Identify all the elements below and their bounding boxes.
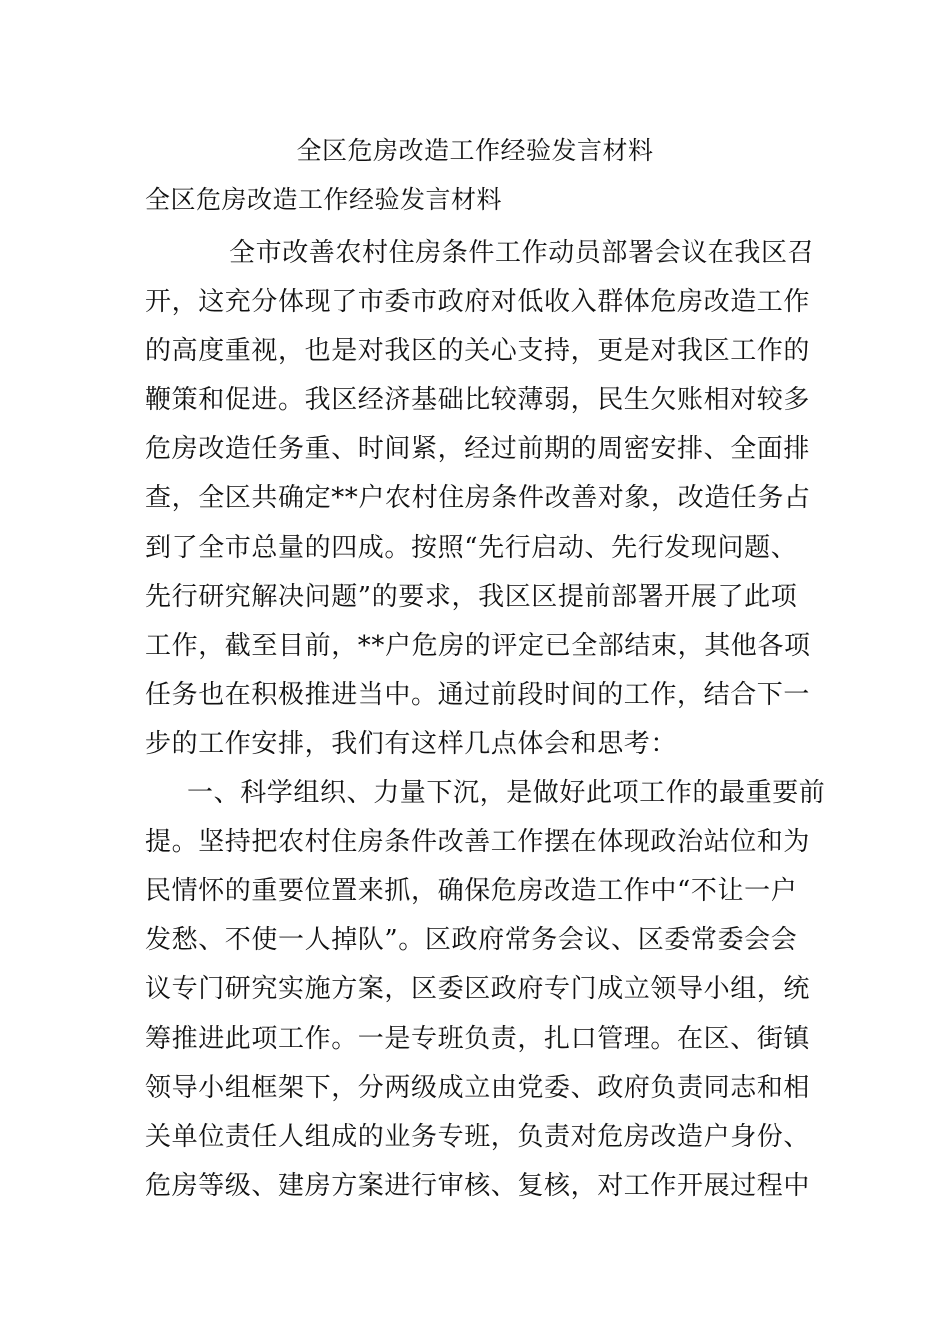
- text-line: 危房改造任务重、时间紧，经过前期的周密安排、全面排: [145, 434, 811, 465]
- text-line: 查，全区共确定**户农村住房条件改善对象，改造任务占: [145, 483, 811, 514]
- document-title: 全区危房改造工作经验发言材料: [296, 136, 654, 165]
- text-line: 鞭策和促进。我区经济基础比较薄弱，民生欠账相对较多: [145, 385, 811, 416]
- text-line: 议专门研究实施方案，区委区政府专门成立领导小组，统: [145, 974, 811, 1005]
- text-line: 一、科学组织、力量下沉，是做好此项工作的最重要前: [187, 778, 826, 809]
- document-subtitle: 全区危房改造工作经验发言材料: [145, 185, 503, 214]
- text-line: 关单位责任人组成的业务专班，负责对危房改造户身份、: [145, 1121, 811, 1152]
- text-line: 民情怀的重要位置来抓，确保危房改造工作中“不让一户: [145, 876, 798, 907]
- document-body: [145, 229, 826, 1211]
- text-line: 步的工作安排，我们有这样几点体会和思考：: [145, 728, 678, 759]
- text-line: 的高度重视，也是对我区的关心支持，更是对我区工作的: [145, 336, 811, 367]
- text-line: 发愁、不使一人掉队”。区政府常务会议、区委常委会会: [145, 925, 798, 956]
- text-line: 筹推进此项工作。一是专班负责，扎口管理。在区、街镇: [145, 1023, 811, 1054]
- text-line: 先行研究解决问题”的要求，我区区提前部署开展了此项: [145, 581, 798, 612]
- text-line: 任务也在积极推进当中。通过前段时间的工作，结合下一: [145, 679, 811, 710]
- text-line: 到了全市总量的四成。按照“先行启动、先行发现问题、: [145, 532, 798, 563]
- text-line: 开，这充分体现了市委市政府对低收入群体危房改造工作: [145, 287, 811, 318]
- text-line: 提。坚持把农村住房条件改善工作摆在体现政治站位和为: [145, 827, 811, 858]
- text-line: 领导小组框架下，分两级成立由党委、政府负责同志和相: [145, 1072, 811, 1103]
- text-line: 危房等级、建房方案进行审核、复核，对工作开展过程中: [145, 1170, 811, 1201]
- text-line: 工作，截至目前，**户危房的评定已全部结束，其他各项: [145, 630, 811, 661]
- text-line: 全市改善农村住房条件工作动员部署会议在我区召: [229, 238, 815, 268]
